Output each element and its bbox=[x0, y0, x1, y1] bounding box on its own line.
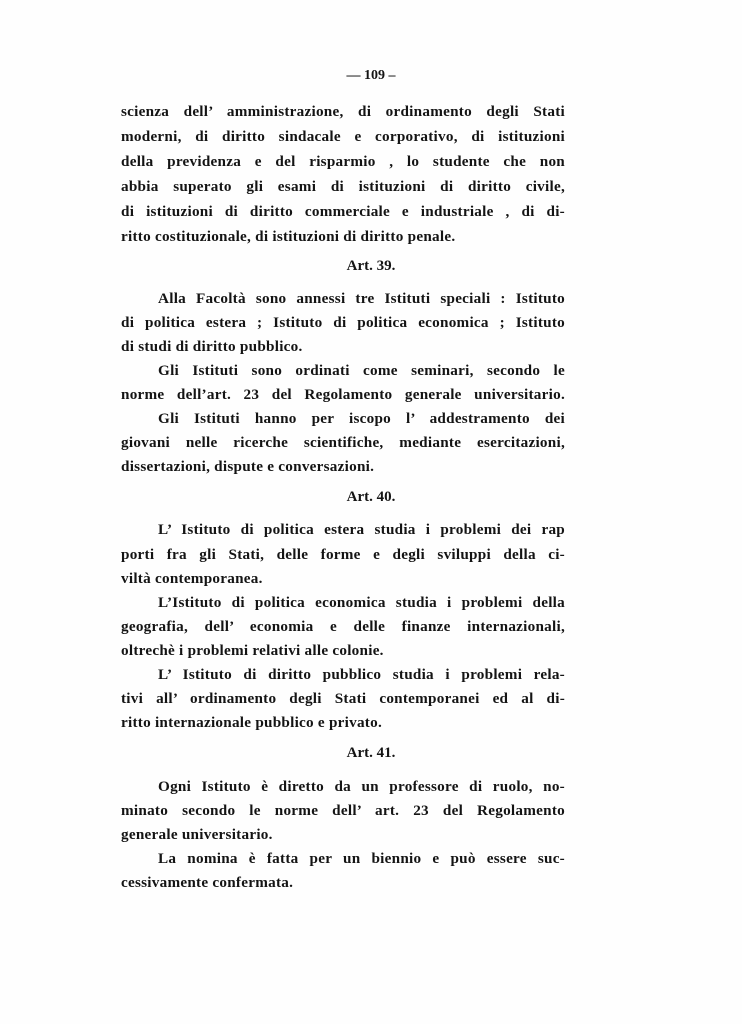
text-line: minato secondo le norme dell’ art. 23 del Regolamento bbox=[121, 802, 565, 819]
text-line: Gli Istituti hanno per iscopo l’ addestramento dei bbox=[158, 410, 565, 427]
text-line: moderni, di diritto sindacale e corporativo, di istituzioni bbox=[121, 128, 565, 145]
text-line: Gli Istituti sono ordinati come seminari, secondo le bbox=[158, 362, 565, 379]
text-line: scienza dell’ amministrazione, di ordinamento degli Stati bbox=[121, 103, 565, 120]
text-line: Ogni Istituto è diretto da un professore di ruolo, no- bbox=[158, 778, 565, 795]
page-number: — 109 – bbox=[346, 68, 396, 83]
text-line: norme dell’art. 23 del Regolamento generale universitario. bbox=[121, 386, 565, 403]
text-line: La nomina è fatta per un biennio e può essere suc- bbox=[158, 850, 565, 867]
text-line: tivi all’ ordinamento degli Stati contemporanei ed al di- bbox=[121, 690, 565, 707]
text-line: giovani nelle ricerche scientifiche, mediante esercitazioni, bbox=[121, 434, 565, 451]
text-line: porti fra gli Stati, delle forme e degli sviluppi della ci- bbox=[121, 546, 565, 563]
text-line: cessivamente confermata. bbox=[121, 874, 294, 891]
text-line: Alla Facoltà sono annessi tre Istituti speciali : Istituto bbox=[158, 290, 565, 307]
text-line: L’Istituto di politica economica studia i problemi della bbox=[158, 594, 565, 611]
text-line: viltà contemporanea. bbox=[121, 570, 263, 587]
text-line: della previdenza e del risparmio , lo studente che non bbox=[121, 153, 565, 170]
text-line: generale universitario. bbox=[121, 826, 273, 843]
text-line: di politica estera ; Istituto di politica economica ; Istituto bbox=[121, 314, 565, 331]
article-heading: Art. 40. bbox=[346, 489, 396, 505]
text-line: abbia superato gli esami di istituzioni di diritto civile, bbox=[121, 178, 565, 195]
text-line: oltrechè i problemi relativi alle colonie. bbox=[121, 642, 384, 659]
text-line: di studi di diritto pubblico. bbox=[121, 338, 303, 355]
text-line: di istituzioni di diritto commerciale e industriale , di di- bbox=[121, 203, 565, 220]
article-heading: Art. 41. bbox=[346, 745, 396, 761]
text-line: L’ Istituto di diritto pubblico studia i problemi rela- bbox=[158, 666, 565, 683]
text-line: L’ Istituto di politica estera studia i problemi dei rap bbox=[158, 521, 565, 538]
text-line: ritto internazionale pubblico e privato. bbox=[121, 714, 383, 731]
text-line: geografia, dell’ economia e delle finanze internazionali, bbox=[121, 618, 565, 635]
article-heading: Art. 39. bbox=[346, 258, 396, 274]
text-line: dissertazioni, dispute e conversazioni. bbox=[121, 458, 375, 475]
text-line: ritto costituzionale, di istituzioni di diritto penale. bbox=[121, 228, 456, 245]
